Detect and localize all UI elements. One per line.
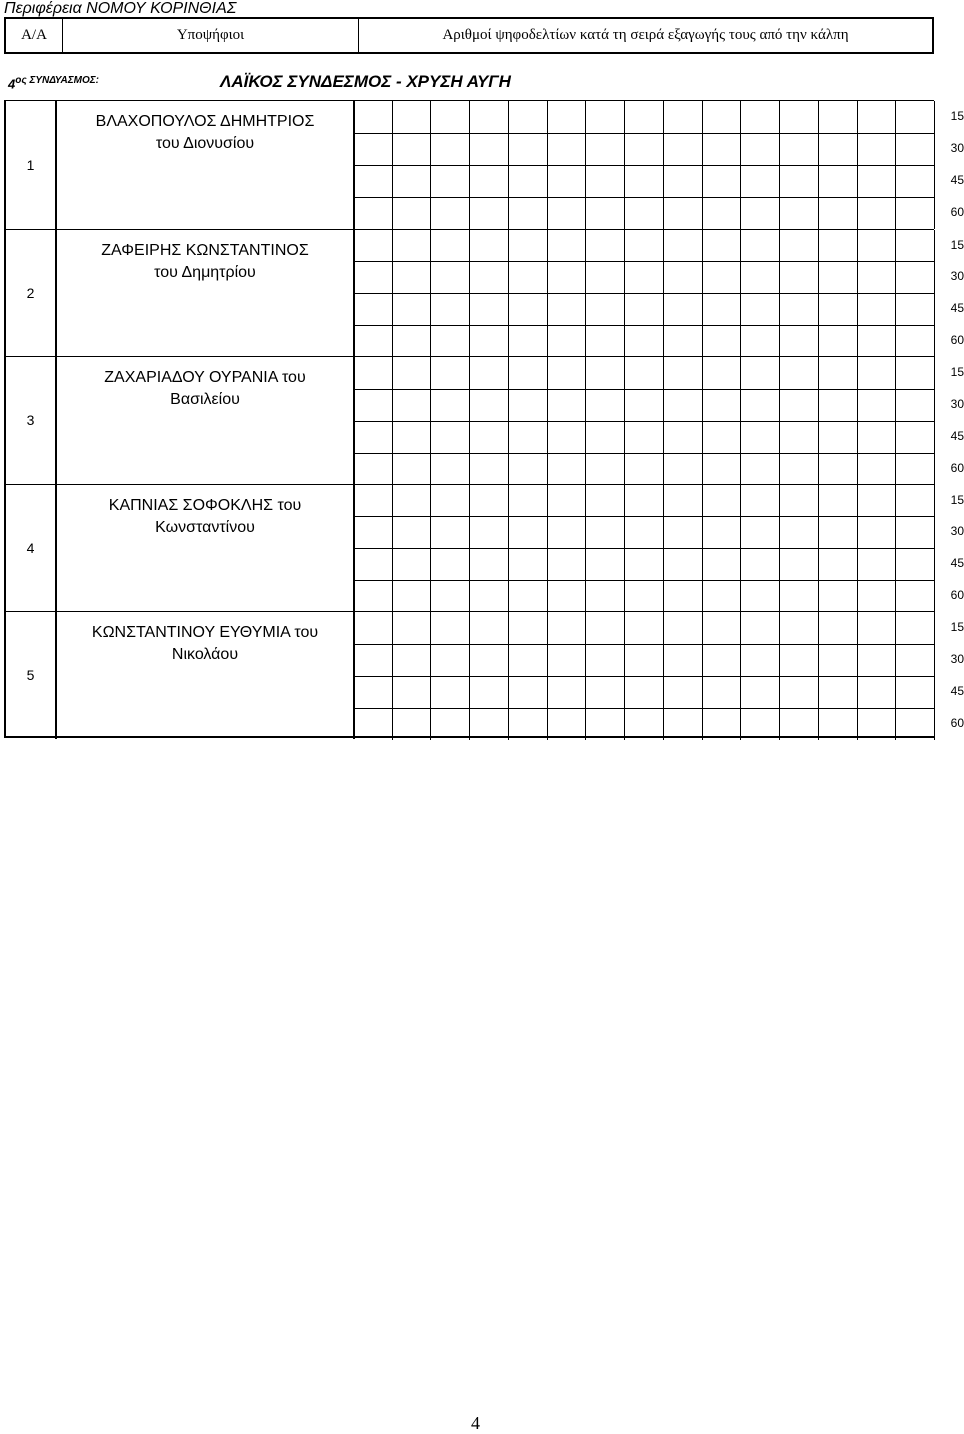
tally-mark-label: 60 <box>950 333 964 348</box>
tally-mark-label: 15 <box>950 365 964 379</box>
tally-col-divider <box>469 101 470 229</box>
tally-col-divider <box>624 357 625 485</box>
tally-mark-label: 45 <box>950 172 964 187</box>
tally-col-divider <box>392 612 393 740</box>
tally-col-divider <box>934 230 935 358</box>
tally-row-divider <box>353 516 934 517</box>
tally-col-divider <box>469 357 470 485</box>
candidate-name <box>57 240 353 284</box>
tally-col-divider <box>818 485 819 613</box>
tally-col-divider <box>469 612 470 740</box>
tally-mark-label: 30 <box>950 524 964 539</box>
candidate-number: 4 <box>6 485 57 612</box>
tally-col-divider <box>702 612 703 740</box>
header-aa: Α/Α <box>6 19 63 52</box>
tally-col-divider <box>547 612 548 740</box>
tally-mark-label: 30 <box>950 140 964 155</box>
tally-col-divider <box>392 485 393 613</box>
tally-col-divider <box>663 612 664 740</box>
tally-col-divider <box>779 101 780 229</box>
candidate-surname-name: ΒΛΑΧΟΠΟΥΛΟΣ ΔΗΜΗΤΡΙΟΣ <box>95 113 315 130</box>
tally-col-divider <box>702 230 703 358</box>
tally-col-divider <box>702 357 703 485</box>
tally-col-divider <box>547 485 548 613</box>
candidate-row <box>6 484 964 612</box>
candidate-number: 2 <box>6 230 57 357</box>
candidate-surname-name: ΚΑΠΝΙΑΣ ΣΟΦΟΚΛΗΣ του <box>108 496 302 514</box>
tally-col-divider <box>508 485 509 613</box>
tally-col-divider <box>508 101 509 229</box>
coalition-number <box>8 75 99 91</box>
tally-mark-label: 15 <box>950 492 964 507</box>
candidate-number: 5 <box>6 612 57 739</box>
header-candidates: Υποψήφιοι <box>63 19 359 52</box>
tally-col-divider <box>934 357 935 485</box>
tally-mark-label: 15 <box>950 237 964 252</box>
tally-col-divider <box>547 230 548 358</box>
tally-mark-label: 60 <box>950 204 964 219</box>
candidate-row <box>6 611 964 739</box>
tally-row-divider <box>353 133 934 134</box>
tally-row-divider <box>353 421 934 422</box>
tally-mark-label: 60 <box>950 588 964 603</box>
candidate-number: 3 <box>6 357 57 484</box>
candidate-name <box>57 111 353 155</box>
tally-row-divider <box>353 548 934 549</box>
tally-col-divider <box>547 101 548 229</box>
tally-mark-label: 30 <box>950 651 964 666</box>
tally-col-divider <box>663 101 664 229</box>
tally-col-divider <box>585 101 586 229</box>
tally-col-divider <box>740 230 741 358</box>
tally-col-divider <box>663 230 664 358</box>
tally-col-divider <box>779 357 780 485</box>
tally-col-divider <box>740 101 741 229</box>
coalition-heading <box>4 72 934 94</box>
coalition-number-digit: 4 <box>8 76 16 92</box>
tally-col-divider <box>624 485 625 613</box>
tally-col-divider <box>818 357 819 485</box>
tally-row-divider <box>353 676 934 677</box>
tally-col-divider <box>585 485 586 613</box>
tally-col-divider <box>624 612 625 740</box>
tally-row-divider <box>353 453 934 454</box>
tally-col-divider <box>469 230 470 358</box>
tally-col-divider <box>895 612 896 740</box>
tally-col-divider <box>740 485 741 613</box>
tally-col-divider <box>624 230 625 358</box>
candidate-name <box>57 622 353 666</box>
tally-col-divider <box>547 357 548 485</box>
candidate-surname-name: ΖΑΧΑΡΙΑΔΟΥ ΟΥΡΑΝΙΑ του <box>104 369 306 386</box>
tally-col-divider <box>430 485 431 613</box>
tally-col-divider <box>508 230 509 358</box>
tally-mark-label: 45 <box>950 428 964 443</box>
tally-col-divider <box>392 101 393 229</box>
tally-row-divider <box>353 197 934 198</box>
tally-col-divider <box>818 230 819 358</box>
header-counts: Αριθμοί ψηφοδελτίων κατά τη σειρά εξαγωγής τους από την κάλπη <box>442 27 849 43</box>
candidate-patronymic: του Διονυσίου <box>155 135 255 152</box>
tally-col-divider <box>857 357 858 485</box>
tally-col-divider <box>430 612 431 740</box>
tally-col-divider <box>430 101 431 229</box>
tally-mark-label: 15 <box>950 109 964 123</box>
tally-col-divider <box>585 230 586 358</box>
candidate-surname-name: ΖΑΦΕΙΡΗΣ ΚΩΝΣΤΑΝΤΙΝΟΣ <box>101 241 309 259</box>
candidate-patronymic: του Δημητρίου <box>154 263 256 281</box>
table-header <box>4 17 934 54</box>
tally-row-divider <box>353 325 934 326</box>
tally-col-divider <box>585 612 586 740</box>
tally-col-divider <box>508 357 509 485</box>
tally-row-divider <box>353 708 934 709</box>
tally-col-divider <box>430 357 431 485</box>
tally-col-divider <box>818 101 819 229</box>
tally-col-divider <box>895 230 896 358</box>
candidate-name <box>57 495 353 539</box>
tally-col-divider <box>895 101 896 229</box>
tally-col-divider <box>857 101 858 229</box>
candidate-patronymic: Νικολάου <box>171 646 239 663</box>
tally-mark-label: 30 <box>950 396 964 411</box>
tally-row-divider <box>353 293 934 294</box>
coalition-suffix: ος ΣΥΝΔΥΑΣΜΟΣ: <box>15 75 99 86</box>
tally-col-divider <box>779 612 780 740</box>
tally-col-divider <box>895 357 896 485</box>
tally-col-divider <box>934 612 935 740</box>
tally-col-divider <box>857 230 858 358</box>
region-title: Περιφέρεια ΝΟΜΟΥ ΚΟΡΙΝΘΙΑΣ <box>4 0 237 17</box>
candidate-row <box>6 356 964 484</box>
tally-mark-label: 45 <box>950 683 964 698</box>
tally-col-divider <box>392 357 393 485</box>
tally-col-divider <box>585 357 586 485</box>
tally-col-divider <box>934 101 935 229</box>
tally-col-divider <box>740 612 741 740</box>
party-name: ΛΑΪΚΟΣ ΣΥΝΔΕΣΜΟΣ - ΧΡΥΣΗ ΑΥΓΗ <box>220 72 511 91</box>
tally-col-divider <box>934 485 935 613</box>
tally-row-divider <box>353 644 934 645</box>
tally-col-divider <box>508 612 509 740</box>
tally-col-divider <box>430 230 431 358</box>
tally-col-divider <box>702 101 703 229</box>
tally-col-divider <box>779 230 780 358</box>
tally-col-divider <box>857 485 858 613</box>
tally-col-divider <box>818 612 819 740</box>
tally-grid <box>4 100 964 738</box>
tally-col-divider <box>663 485 664 613</box>
tally-mark-label: 60 <box>950 715 964 730</box>
tally-mark-label: 45 <box>950 556 964 571</box>
tally-row-divider <box>353 580 934 581</box>
tally-col-divider <box>469 485 470 613</box>
tally-row-divider <box>353 165 934 166</box>
candidate-number: 1 <box>6 101 57 229</box>
tally-mark-label: 15 <box>950 620 964 634</box>
tally-row-divider <box>353 389 934 390</box>
tally-col-divider <box>895 485 896 613</box>
tally-col-divider <box>624 101 625 229</box>
candidate-patronymic: Κωνσταντίνου <box>155 518 255 536</box>
tally-col-divider <box>663 357 664 485</box>
tally-mark-label: 60 <box>950 460 964 475</box>
tally-mark-label: 45 <box>950 301 964 316</box>
tally-col-divider <box>857 612 858 740</box>
candidate-row <box>6 229 964 357</box>
tally-col-divider <box>740 357 741 485</box>
candidate-name <box>57 367 353 411</box>
tally-col-divider <box>392 230 393 358</box>
tally-row-divider <box>353 261 934 262</box>
tally-col-divider <box>779 485 780 613</box>
candidate-row <box>6 101 964 229</box>
tally-col-divider <box>702 485 703 613</box>
candidate-surname-name: ΚΩΝΣΤΑΝΤΙΝΟΥ ΕΥΘΥΜΙΑ του <box>91 624 319 641</box>
page-number: 4 <box>471 1413 480 1433</box>
candidate-patronymic: Βασιλείου <box>170 391 240 408</box>
tally-mark-label: 30 <box>950 269 964 284</box>
